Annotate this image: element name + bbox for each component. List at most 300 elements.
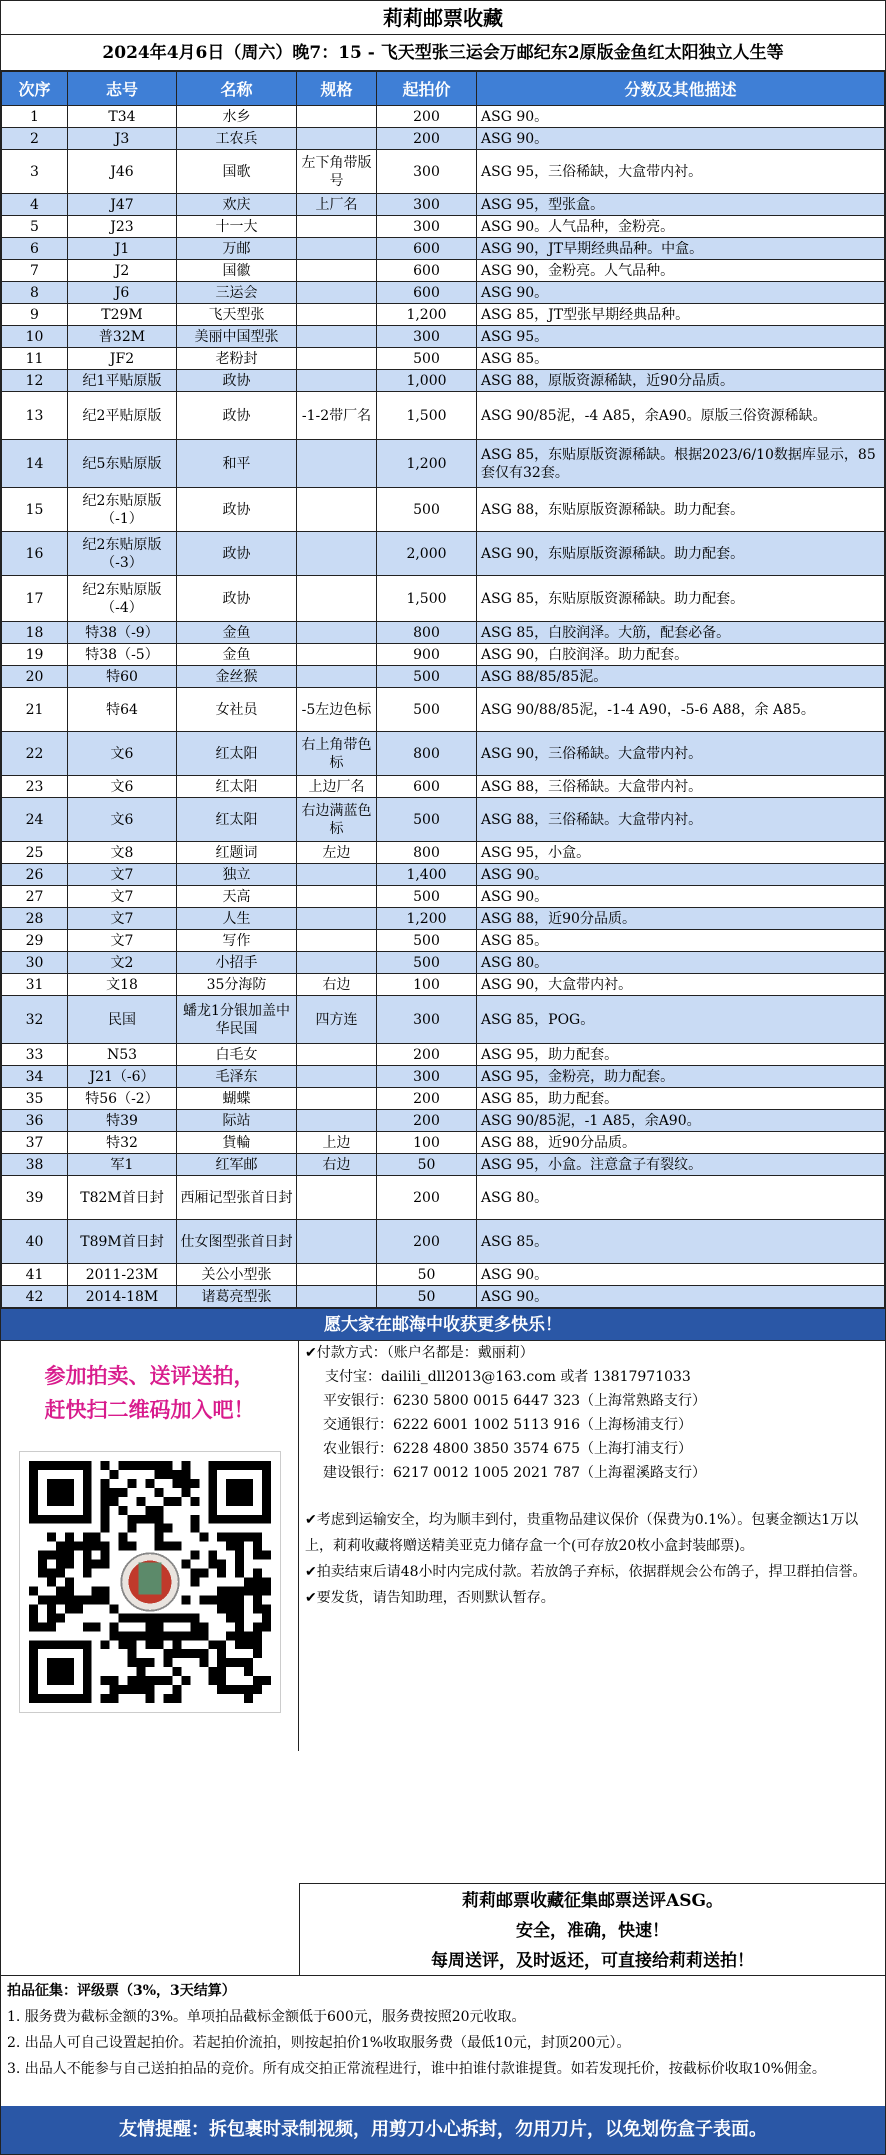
- row-spec: -5左边色标: [297, 688, 377, 732]
- row-code: J3: [68, 128, 177, 150]
- table-row: [2, 996, 885, 1044]
- row-price: 200: [377, 1110, 477, 1132]
- row-name: 政协: [177, 532, 297, 576]
- row-price: 300: [377, 1066, 477, 1088]
- join-line-2: 赶快扫二维码加入吧！: [44, 1397, 255, 1422]
- table-row: [2, 216, 885, 238]
- row-code: T34: [68, 106, 177, 128]
- row-price: 1,400: [377, 864, 477, 886]
- row-index: 37: [2, 1132, 68, 1154]
- row-price: 50: [377, 1154, 477, 1176]
- row-spec: 上边: [297, 1132, 377, 1154]
- row-desc: ASG 90。: [477, 106, 885, 128]
- row-price: 500: [377, 930, 477, 952]
- row-name: 红题词: [177, 842, 297, 864]
- solicit-line-2: 安全，准确，快速！: [516, 1921, 669, 1941]
- table-row: [2, 622, 885, 644]
- row-index: 15: [2, 488, 68, 532]
- row-name: 蝴蝶: [177, 1088, 297, 1110]
- row-desc: ASG 88，近90分品质。: [477, 1132, 885, 1154]
- row-code: 文7: [68, 864, 177, 886]
- row-price: 500: [377, 886, 477, 908]
- table-row: [2, 348, 885, 370]
- payment-deadline-note: ✔拍卖结束后请48小时内完成付款。若放鸽子弃标，依据群规会公布鸽子，捍卫群拍信誉。: [305, 1564, 867, 1580]
- row-desc: ASG 85，POG。: [477, 996, 885, 1044]
- row-desc: ASG 90，三俗稀缺。大盒带内衬。: [477, 732, 885, 776]
- row-index: 2: [2, 128, 68, 150]
- col-header-spec: 规格: [297, 72, 377, 106]
- row-code: T29M: [68, 304, 177, 326]
- row-code: 特38（-9）: [68, 622, 177, 644]
- table-row: [2, 908, 885, 930]
- row-code: J1: [68, 238, 177, 260]
- row-index: 19: [2, 644, 68, 666]
- row-index: 26: [2, 864, 68, 886]
- row-code: J23: [68, 216, 177, 238]
- table-row: [2, 644, 885, 666]
- row-code: JF2: [68, 348, 177, 370]
- row-index: 40: [2, 1220, 68, 1264]
- row-code: J47: [68, 194, 177, 216]
- row-index: 5: [2, 216, 68, 238]
- row-index: 14: [2, 440, 68, 488]
- row-code: 文2: [68, 952, 177, 974]
- row-index: 42: [2, 1286, 68, 1308]
- row-index: 32: [2, 996, 68, 1044]
- row-price: 300: [377, 150, 477, 194]
- row-index: 9: [2, 304, 68, 326]
- row-spec: [297, 1264, 377, 1286]
- table-row: [2, 532, 885, 576]
- table-row: [2, 666, 885, 688]
- rules-panel: [1, 1975, 885, 2108]
- row-price: 200: [377, 128, 477, 150]
- rule-item-2: 2. 出品人可自己设置起拍价。若起拍价流拍，则按起拍价1%收取服务费（最低10元，封顶200元）。: [7, 2035, 631, 2051]
- row-name: 蟠龙1分银加盖中华民国: [177, 996, 297, 1044]
- row-desc: ASG 90。: [477, 1286, 885, 1308]
- join-panel: [1, 1341, 299, 1751]
- row-name: 国歌: [177, 150, 297, 194]
- row-index: 22: [2, 732, 68, 776]
- row-spec: 右上角带色标: [297, 732, 377, 776]
- row-spec: [297, 304, 377, 326]
- row-code: 文6: [68, 776, 177, 798]
- row-price: 500: [377, 488, 477, 532]
- row-spec: 右边: [297, 974, 377, 996]
- row-code: 特56（-2）: [68, 1088, 177, 1110]
- row-code: 特60: [68, 666, 177, 688]
- row-desc: ASG 90。: [477, 886, 885, 908]
- row-price: 300: [377, 996, 477, 1044]
- row-spec: 左下角带版号: [297, 150, 377, 194]
- row-desc: ASG 95，金粉亮，助力配套。: [477, 1066, 885, 1088]
- row-spec: 右边满蓝色标: [297, 798, 377, 842]
- table-row: [2, 326, 885, 348]
- table-row: [2, 1220, 885, 1264]
- row-code: 文7: [68, 886, 177, 908]
- row-spec: 上厂名: [297, 194, 377, 216]
- row-price: 600: [377, 260, 477, 282]
- row-name: 白毛女: [177, 1044, 297, 1066]
- row-price: 500: [377, 688, 477, 732]
- table-row: [2, 194, 885, 216]
- row-spec: [297, 930, 377, 952]
- table-row: [2, 1154, 885, 1176]
- table-header-row: [2, 72, 885, 106]
- row-code: J6: [68, 282, 177, 304]
- row-name: 国徽: [177, 260, 297, 282]
- row-spec: -1-2带厂名: [297, 392, 377, 440]
- row-desc: ASG 88，近90分品质。: [477, 908, 885, 930]
- table-row: [2, 798, 885, 842]
- row-code: T89M首日封: [68, 1220, 177, 1264]
- row-index: 17: [2, 576, 68, 622]
- row-name: 三运会: [177, 282, 297, 304]
- row-code: 纪1平贴原版: [68, 370, 177, 392]
- row-code: 纪2东贴原版（-3）: [68, 532, 177, 576]
- row-index: 27: [2, 886, 68, 908]
- table-row: [2, 688, 885, 732]
- row-price: 500: [377, 348, 477, 370]
- row-index: 10: [2, 326, 68, 348]
- row-price: 200: [377, 1176, 477, 1220]
- row-price: 50: [377, 1264, 477, 1286]
- row-name: 政协: [177, 488, 297, 532]
- page-title: 莉莉邮票收藏: [1, 1, 885, 35]
- row-price: 800: [377, 622, 477, 644]
- table-row: [2, 974, 885, 996]
- row-price: 50: [377, 1286, 477, 1308]
- row-code: 纪5东贴原版: [68, 440, 177, 488]
- row-spec: [297, 644, 377, 666]
- row-spec: [297, 260, 377, 282]
- table-row: [2, 776, 885, 798]
- row-price: 200: [377, 1044, 477, 1066]
- table-row: [2, 304, 885, 326]
- row-price: 300: [377, 216, 477, 238]
- payment-panel: [299, 1341, 885, 1751]
- row-name: 十一大: [177, 216, 297, 238]
- row-spec: [297, 1066, 377, 1088]
- info-section: [1, 1340, 885, 1751]
- row-spec: [297, 216, 377, 238]
- row-spec: [297, 622, 377, 644]
- solicit-panel: [299, 1883, 885, 1975]
- row-index: 30: [2, 952, 68, 974]
- row-index: 24: [2, 798, 68, 842]
- row-name: 飞天型张: [177, 304, 297, 326]
- row-desc: ASG 85，东贴原版资源稀缺。根据2023/6/10数据库显示，85套仅有32套。: [477, 440, 885, 488]
- row-spec: [297, 370, 377, 392]
- row-name: 毛泽东: [177, 1066, 297, 1088]
- row-name: 红太阳: [177, 798, 297, 842]
- row-name: 政协: [177, 370, 297, 392]
- row-name: 老粉封: [177, 348, 297, 370]
- row-name: 金鱼: [177, 644, 297, 666]
- row-spec: [297, 348, 377, 370]
- row-spec: [297, 282, 377, 304]
- solicit-line-3: 每周送评，及时返还，可直接给莉莉送拍！: [431, 1951, 754, 1971]
- page-subtitle: 2024年4月6日（周六）晚7：15 - 飞天型张三运会万邮纪东2原版金鱼红太阳独立人生等: [1, 35, 885, 71]
- table-row: [2, 440, 885, 488]
- row-name: 人生: [177, 908, 297, 930]
- row-price: 2,000: [377, 532, 477, 576]
- row-index: 35: [2, 1088, 68, 1110]
- row-price: 1,500: [377, 392, 477, 440]
- row-code: N53: [68, 1044, 177, 1066]
- row-desc: ASG 80。: [477, 1176, 885, 1220]
- row-index: 11: [2, 348, 68, 370]
- row-name: 独立: [177, 864, 297, 886]
- row-index: 29: [2, 930, 68, 952]
- delivery-note: ✔要发货，请告知助理，否则默认暂存。: [305, 1590, 555, 1606]
- row-price: 100: [377, 1132, 477, 1154]
- row-index: 13: [2, 392, 68, 440]
- row-code: 军1: [68, 1154, 177, 1176]
- row-index: 18: [2, 622, 68, 644]
- table-row: [2, 864, 885, 886]
- row-spec: [297, 1220, 377, 1264]
- row-price: 1,500: [377, 576, 477, 622]
- row-spec: [297, 908, 377, 930]
- row-desc: ASG 88，东贴原版资源稀缺。助力配套。: [477, 488, 885, 532]
- row-price: 500: [377, 666, 477, 688]
- row-desc: ASG 90。: [477, 128, 885, 150]
- row-spec: [297, 532, 377, 576]
- row-code: 特32: [68, 1132, 177, 1154]
- row-spec: [297, 1044, 377, 1066]
- row-spec: 左边: [297, 842, 377, 864]
- row-desc: ASG 90，金粉亮。人气品种。: [477, 260, 885, 282]
- row-name: 西厢记型张首日封: [177, 1176, 297, 1220]
- table-row: [2, 1286, 885, 1308]
- row-spec: [297, 326, 377, 348]
- row-index: 21: [2, 688, 68, 732]
- row-name: 红太阳: [177, 732, 297, 776]
- row-desc: ASG 95，助力配套。: [477, 1044, 885, 1066]
- row-code: 民国: [68, 996, 177, 1044]
- row-name: 小招手: [177, 952, 297, 974]
- row-price: 800: [377, 842, 477, 864]
- row-code: 纪2平贴原版: [68, 392, 177, 440]
- row-index: 8: [2, 282, 68, 304]
- row-price: 500: [377, 952, 477, 974]
- row-price: 600: [377, 282, 477, 304]
- row-desc: ASG 90，JT早期经典品种。中盒。: [477, 238, 885, 260]
- row-code: 文7: [68, 908, 177, 930]
- row-price: 500: [377, 798, 477, 842]
- footer-reminder: 友情提醒：拆包裹时录制视频，用剪刀小心拆封，勿用刀片，以免划伤盒子表面。: [1, 2106, 885, 2154]
- row-spec: [297, 238, 377, 260]
- row-spec: 右边: [297, 1154, 377, 1176]
- table-row: [2, 886, 885, 908]
- row-desc: ASG 88，三俗稀缺。大盒带内衬。: [477, 776, 885, 798]
- row-desc: ASG 85，白胶润泽。大筋，配套必备。: [477, 622, 885, 644]
- row-desc: ASG 88，原版资源稀缺，近90分品质。: [477, 370, 885, 392]
- row-spec: [297, 488, 377, 532]
- payment-title: ✔付款方式：（账户名都是：戴丽莉）: [305, 1345, 534, 1361]
- row-index: 31: [2, 974, 68, 996]
- shipping-note: ✔考虑到运输安全，均为顺丰到付，贵重物品建议保价（保费为0.1%）。包裹金额达1万以上，莉莉收藏将赠送精美亚克力储存盒一个(可存放20枚小盒封装邮票)。: [305, 1512, 859, 1554]
- row-name: 际站: [177, 1110, 297, 1132]
- table-row: [2, 576, 885, 622]
- table-row: [2, 260, 885, 282]
- row-code: T82M首日封: [68, 1176, 177, 1220]
- rule-item-3: 3. 出品人不能参与自己送拍拍品的竞价。所有成交拍正常流程进行，谁中拍谁付款谁提貨。如若发现托价，按截标价收取10%佣金。: [7, 2061, 826, 2077]
- row-spec: [297, 440, 377, 488]
- row-code: 纪2东贴原版（-4）: [68, 576, 177, 622]
- row-spec: [297, 1110, 377, 1132]
- bank-line-abc: 农业银行：6228 4800 3850 3574 675（上海打浦支行）: [323, 1441, 693, 1457]
- row-price: 200: [377, 1220, 477, 1264]
- row-index: 7: [2, 260, 68, 282]
- row-spec: [297, 864, 377, 886]
- rule-item-1: 1. 服务费为截标金额的3%。单项拍品截标金额低于600元，服务费按照20元收取。: [7, 2009, 526, 2025]
- row-index: 33: [2, 1044, 68, 1066]
- row-index: 1: [2, 106, 68, 128]
- row-price: 300: [377, 326, 477, 348]
- table-row: [2, 150, 885, 194]
- row-code: 文6: [68, 732, 177, 776]
- row-desc: ASG 90。: [477, 282, 885, 304]
- row-price: 600: [377, 776, 477, 798]
- auction-table: [1, 71, 885, 1308]
- row-desc: ASG 90，白胶润泽。助力配套。: [477, 644, 885, 666]
- row-code: 纪2东贴原版（-1）: [68, 488, 177, 532]
- row-desc: ASG 88/85/85泥。: [477, 666, 885, 688]
- row-price: 1,200: [377, 440, 477, 488]
- table-row: [2, 952, 885, 974]
- col-header-desc: 分数及其他描述: [477, 72, 885, 106]
- row-index: 4: [2, 194, 68, 216]
- row-name: 金鱼: [177, 622, 297, 644]
- col-header-code: 志号: [68, 72, 177, 106]
- row-price: 200: [377, 1088, 477, 1110]
- table-row: [2, 106, 885, 128]
- table-row: [2, 392, 885, 440]
- row-name: 金丝猴: [177, 666, 297, 688]
- row-desc: ASG 80。: [477, 952, 885, 974]
- row-index: 41: [2, 1264, 68, 1286]
- col-header-name: 名称: [177, 72, 297, 106]
- rules-title: 拍品征集：评级票（3%，3天结算）: [7, 1983, 236, 1999]
- row-price: 1,000: [377, 370, 477, 392]
- row-price: 300: [377, 194, 477, 216]
- bank-line-bocom: 交通银行：6222 6001 1002 5113 916（上海杨浦支行）: [323, 1417, 693, 1433]
- row-desc: ASG 90。: [477, 864, 885, 886]
- row-code: J21（-6）: [68, 1066, 177, 1088]
- row-spec: [297, 576, 377, 622]
- row-index: 16: [2, 532, 68, 576]
- row-index: 3: [2, 150, 68, 194]
- row-desc: ASG 88，三俗稀缺。大盒带内衬。: [477, 798, 885, 842]
- row-spec: [297, 1088, 377, 1110]
- bank-line-pingan: 平安银行：6230 5800 0015 6447 323（上海常熟路支行）: [323, 1393, 707, 1409]
- row-desc: ASG 95，小盒。: [477, 842, 885, 864]
- row-desc: ASG 90/85泥，-4 A85，余A90。原版三俗资源稀缺。: [477, 392, 885, 440]
- table-row: [2, 732, 885, 776]
- row-price: 1,200: [377, 908, 477, 930]
- row-price: 200: [377, 106, 477, 128]
- row-desc: ASG 85。: [477, 930, 885, 952]
- row-code: 2011-23M: [68, 1264, 177, 1286]
- row-name: 诸葛亮型张: [177, 1286, 297, 1308]
- row-desc: ASG 85。: [477, 348, 885, 370]
- row-desc: ASG 85，JT型张早期经典品种。: [477, 304, 885, 326]
- table-row: [2, 370, 885, 392]
- row-name: 万邮: [177, 238, 297, 260]
- row-desc: ASG 90。人气品种，金粉亮。: [477, 216, 885, 238]
- table-row: [2, 1132, 885, 1154]
- row-code: 文6: [68, 798, 177, 842]
- table-row: [2, 238, 885, 260]
- row-spec: [297, 106, 377, 128]
- row-price: 600: [377, 238, 477, 260]
- qr-code-icon[interactable]: [19, 1451, 281, 1713]
- row-price: 1,200: [377, 304, 477, 326]
- row-desc: ASG 95。: [477, 326, 885, 348]
- row-name: 仕女图型张首日封: [177, 1220, 297, 1264]
- row-name: 关公小型张: [177, 1264, 297, 1286]
- row-code: 特38（-5）: [68, 644, 177, 666]
- join-line-1: 参加拍卖、送评送拍，: [44, 1363, 255, 1388]
- row-name: 写作: [177, 930, 297, 952]
- table-row: [2, 488, 885, 532]
- alipay-line: 支付宝：dailili_dll2013@163.com 或者 13817971033: [325, 1369, 691, 1385]
- row-name: 水乡: [177, 106, 297, 128]
- row-index: 28: [2, 908, 68, 930]
- row-name: 工农兵: [177, 128, 297, 150]
- row-code: 文7: [68, 930, 177, 952]
- table-row: [2, 1044, 885, 1066]
- row-name: 天高: [177, 886, 297, 908]
- row-code: 文18: [68, 974, 177, 996]
- row-desc: ASG 95，型张盒。: [477, 194, 885, 216]
- row-index: 34: [2, 1066, 68, 1088]
- good-wishes-banner: 愿大家在邮海中收获更多快乐！: [1, 1308, 885, 1340]
- table-row: [2, 282, 885, 304]
- row-name: 35分海防: [177, 974, 297, 996]
- row-spec: 四方连: [297, 996, 377, 1044]
- row-desc: ASG 95，小盒。注意盒子有裂纹。: [477, 1154, 885, 1176]
- row-spec: 上边厂名: [297, 776, 377, 798]
- row-name: 政协: [177, 392, 297, 440]
- table-row: [2, 1066, 885, 1088]
- row-index: 36: [2, 1110, 68, 1132]
- row-code: J46: [68, 150, 177, 194]
- row-spec: [297, 666, 377, 688]
- row-price: 900: [377, 644, 477, 666]
- row-desc: ASG 90/88/85泥，-1-4 A90，-5-6 A88，余 A85。: [477, 688, 885, 732]
- row-index: 6: [2, 238, 68, 260]
- solicit-line-1: 莉莉邮票收藏征集邮票送评ASG。: [462, 1891, 723, 1911]
- row-price: 800: [377, 732, 477, 776]
- row-name: 红太阳: [177, 776, 297, 798]
- row-desc: ASG 85。: [477, 1220, 885, 1264]
- row-spec: [297, 886, 377, 908]
- table-row: [2, 128, 885, 150]
- row-desc: ASG 95，三俗稀缺，大盒带内衬。: [477, 150, 885, 194]
- row-spec: [297, 1176, 377, 1220]
- row-price: 100: [377, 974, 477, 996]
- row-name: 女社员: [177, 688, 297, 732]
- table-row: [2, 1110, 885, 1132]
- row-desc: ASG 90/85泥，-1 A85，余A90。: [477, 1110, 885, 1132]
- col-header-price: 起拍价: [377, 72, 477, 106]
- table-row: [2, 1176, 885, 1220]
- row-code: J2: [68, 260, 177, 282]
- row-name: 貨輪: [177, 1132, 297, 1154]
